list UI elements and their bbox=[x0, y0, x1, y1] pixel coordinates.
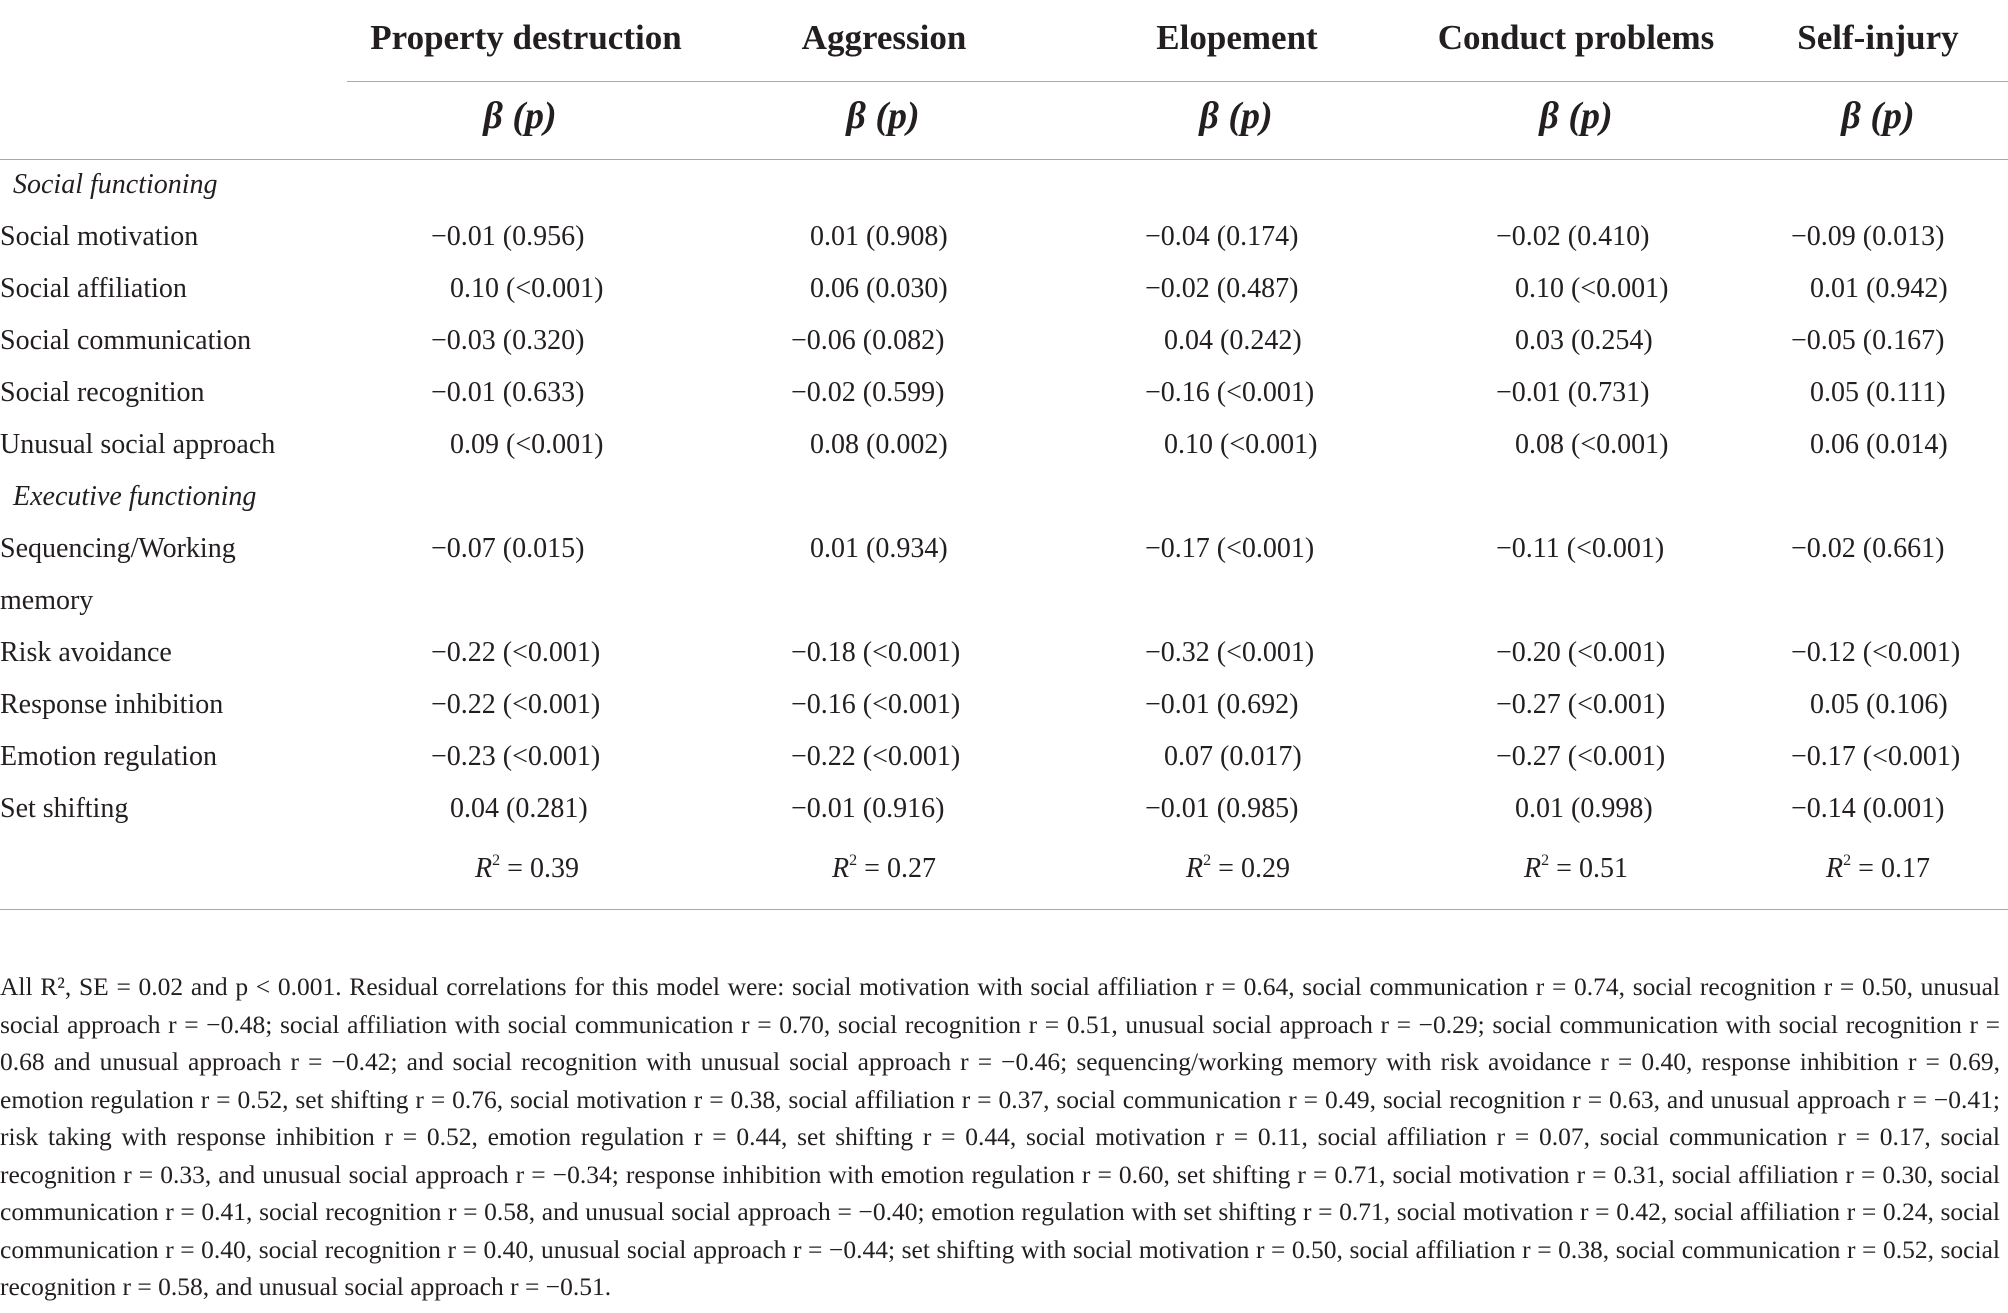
table-cell: 0.03 (0.254) bbox=[1515, 325, 1653, 356]
r-squared-value: $R^2 = 0.39$ bbox=[475, 852, 579, 884]
stat-label: β (p) bbox=[1199, 95, 1273, 137]
table-cell: −0.02 (0.599) bbox=[791, 377, 945, 408]
table-cell: 0.01 (0.942) bbox=[1810, 273, 1948, 304]
table-cell: 0.06 (0.030) bbox=[810, 273, 948, 304]
table-cell: −0.32 (<0.001) bbox=[1145, 637, 1315, 668]
table-cell: 0.10 (<0.001) bbox=[450, 273, 604, 304]
table-cell: −0.06 (0.082) bbox=[791, 325, 945, 356]
column-header-aggression: Aggression bbox=[801, 18, 967, 57]
row-label: Social affiliation bbox=[0, 273, 187, 304]
table-cell: 0.10 (<0.001) bbox=[1515, 273, 1669, 304]
table-row bbox=[0, 211, 2008, 263]
table-cell: −0.04 (0.174) bbox=[1145, 221, 1299, 252]
row-label: Social communication bbox=[0, 325, 252, 356]
table-cell: 0.06 (0.014) bbox=[1810, 429, 1948, 460]
table-cell: 0.05 (0.106) bbox=[1810, 689, 1948, 720]
table-cell: −0.16 (<0.001) bbox=[1145, 377, 1315, 408]
table-cell: −0.20 (<0.001) bbox=[1496, 637, 1666, 668]
header-rule bbox=[347, 81, 2008, 82]
column-header-self-injury: Self-injury bbox=[1797, 18, 1959, 57]
table-cell: −0.14 (0.001) bbox=[1791, 793, 1945, 824]
table-cell: 0.09 (<0.001) bbox=[450, 429, 604, 460]
table-cell: −0.01 (0.692) bbox=[1145, 689, 1299, 720]
section-title-social: Social functioning bbox=[13, 169, 218, 200]
table-cell: −0.09 (0.013) bbox=[1791, 221, 1945, 252]
table-cell: −0.01 (0.633) bbox=[431, 377, 585, 408]
table-cell: −0.11 (<0.001) bbox=[1496, 533, 1665, 564]
column-header-conduct-problems: Conduct problems bbox=[1437, 18, 1715, 57]
table-row bbox=[0, 679, 2008, 731]
table-cell: 0.01 (0.998) bbox=[1515, 793, 1653, 824]
table-cell: 0.01 (0.908) bbox=[810, 221, 948, 252]
table-row bbox=[0, 627, 2008, 679]
table-cell: −0.01 (0.731) bbox=[1496, 377, 1650, 408]
table-row bbox=[0, 367, 2008, 419]
table-cell: −0.02 (0.487) bbox=[1145, 273, 1299, 304]
row-label: Sequencing/Working bbox=[0, 533, 236, 564]
row-label: Social motivation bbox=[0, 221, 199, 252]
row-label: Emotion regulation bbox=[0, 741, 217, 772]
table-cell: −0.01 (0.956) bbox=[431, 221, 585, 252]
table-cell: −0.17 (<0.001) bbox=[1145, 533, 1315, 564]
table-cell: −0.22 (<0.001) bbox=[791, 741, 961, 772]
table-cell: −0.17 (<0.001) bbox=[1791, 741, 1961, 772]
section-title-executive: Executive functioning bbox=[13, 481, 257, 512]
table-row bbox=[0, 315, 2008, 367]
table-cell: −0.07 (0.015) bbox=[431, 533, 585, 564]
r-squared-value: $R^2 = 0.27$ bbox=[832, 852, 936, 884]
row-label: Risk avoidance bbox=[0, 637, 172, 668]
stat-label: β (p) bbox=[1539, 95, 1613, 137]
row-label-continued: memory bbox=[0, 585, 94, 616]
bottom-rule bbox=[0, 909, 2008, 910]
row-label: Response inhibition bbox=[0, 689, 224, 720]
table-cell: −0.02 (0.661) bbox=[1791, 533, 1945, 564]
row-label: Unusual social approach bbox=[0, 429, 276, 460]
r-squared-value: $R^2 = 0.29$ bbox=[1186, 852, 1290, 884]
table-cell: −0.03 (0.320) bbox=[431, 325, 585, 356]
table-cell: −0.02 (0.410) bbox=[1496, 221, 1650, 252]
table-row bbox=[0, 419, 2008, 471]
r-squared-value: $R^2 = 0.17$ bbox=[1826, 852, 1930, 884]
table-cell: −0.23 (<0.001) bbox=[431, 741, 601, 772]
stat-label: β (p) bbox=[1841, 95, 1915, 137]
r-squared-value: $R^2 = 0.51$ bbox=[1524, 852, 1628, 884]
table-cell: −0.01 (0.916) bbox=[791, 793, 945, 824]
row-label: Social recognition bbox=[0, 377, 205, 408]
column-header-elopement: Elopement bbox=[1156, 18, 1318, 57]
table-cell: −0.18 (<0.001) bbox=[791, 637, 961, 668]
stat-rule bbox=[0, 159, 2008, 160]
table-cell: −0.16 (<0.001) bbox=[791, 689, 961, 720]
table-row bbox=[0, 263, 2008, 315]
table-cell: 0.08 (<0.001) bbox=[1515, 429, 1669, 460]
stat-label: β (p) bbox=[483, 95, 557, 137]
table-row bbox=[0, 731, 2008, 783]
table-cell: 0.04 (0.281) bbox=[450, 793, 588, 824]
table-row bbox=[0, 523, 2008, 627]
table-cell: 0.07 (0.017) bbox=[1164, 741, 1302, 772]
stat-label: β (p) bbox=[846, 95, 920, 137]
table-cell: 0.10 (<0.001) bbox=[1164, 429, 1318, 460]
table-cell: −0.05 (0.167) bbox=[1791, 325, 1945, 356]
table-cell: 0.08 (0.002) bbox=[810, 429, 948, 460]
row-label: Set shifting bbox=[0, 793, 129, 824]
table-cell: −0.01 (0.985) bbox=[1145, 793, 1299, 824]
table-cell: −0.22 (<0.001) bbox=[431, 637, 601, 668]
table-cell: 0.05 (0.111) bbox=[1810, 377, 1946, 408]
table-cell: −0.27 (<0.001) bbox=[1496, 689, 1666, 720]
table-cell: −0.27 (<0.001) bbox=[1496, 741, 1666, 772]
table-cell: 0.01 (0.934) bbox=[810, 533, 948, 564]
column-header-property-destruction: Property destruction bbox=[370, 18, 682, 57]
r-squared-row bbox=[0, 835, 2008, 887]
table-cell: −0.12 (<0.001) bbox=[1791, 637, 1961, 668]
table-cell: 0.04 (0.242) bbox=[1164, 325, 1302, 356]
table-row bbox=[0, 783, 2008, 835]
table-cell: −0.22 (<0.001) bbox=[431, 689, 601, 720]
table-footnote: All R², SE = 0.02 and p < 0.001. Residual correlations for this model were: social motivation with social affiliation r = 0.64, social communication r = 0.74, social recognition r = 0.50, unusual social approach r = −0.48; social affiliation with social communication r = 0.70, social recognition r = 0.51, unusual social approach r = −0.29; social communication with social recognition r = 0.68 and unusual approach r = −0.42; and social recognition with unusual social approach r = −0.46; sequencing/working memory with risk avoidance r = 0.40, response inhibition r = 0.69, emotion regulation r = 0.52, set shifting r = 0.76, social motivation r = 0.38, social affiliation r = 0.37, social communication r = 0.49, social recognition r = 0.63, and unusual approach r = −0.41; risk taking with response inhibition r = 0.52, emotion regulation r = 0.44, set shifting r = 0.44, social motivation r = 0.11, social affiliation r = 0.07, social communication r = 0.17, social recognition r = 0.33, and unusual social approach r = −0.34; response inhibition with emotion regulation r = 0.60, set shifting r = 0.71, social motivation r = 0.31, social affiliation r = 0.30, social communication r = 0.41, social recognition r = 0.58, and unusual social approach = −0.40; emotion regulation with set shifting r = 0.71, social motivation r = 0.42, social affiliation r = 0.24, social communication r = 0.40, social recognition r = 0.40, unusual social approach r = −0.44; set shifting with social motivation r = 0.50, social affiliation r = 0.38, social communication r = 0.52, social recognition r = 0.58, and unusual social approach r = −0.51. bbox=[0, 972, 2000, 1301]
